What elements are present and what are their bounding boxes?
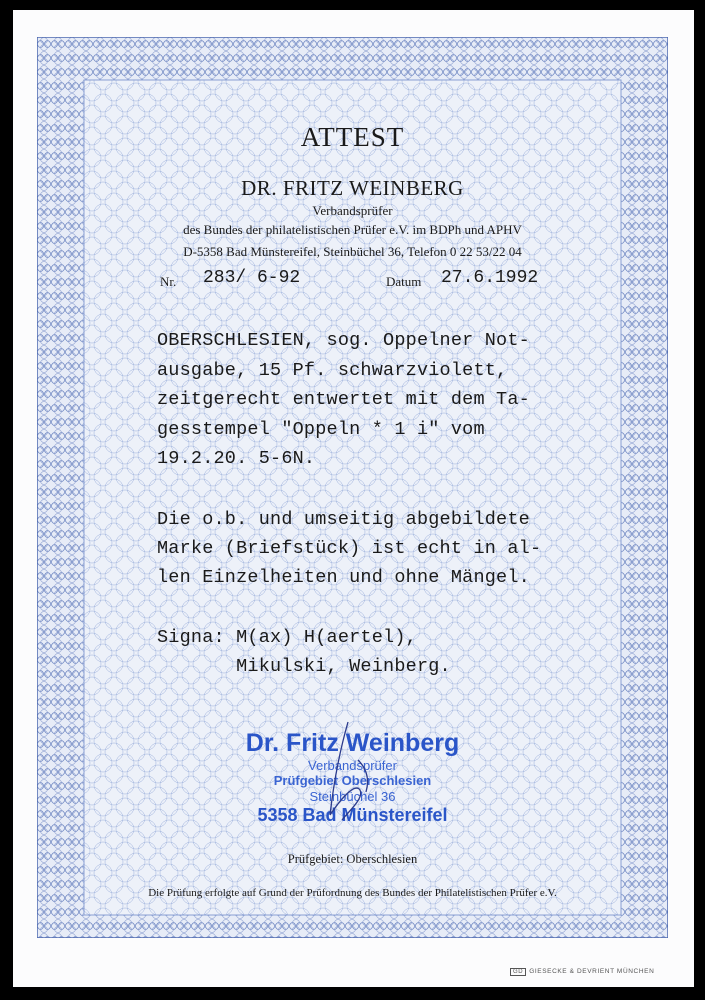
number-label: Nr. [160,274,177,289]
examiner-name: DR. FRITZ WEINBERG [241,176,464,200]
signa-line: Mikulski, Weinberg. [157,656,451,677]
number-value: 283/ 6-92 [203,268,301,288]
description-line: ausgabe, 15 Pf. schwarzviolett, [157,360,508,381]
footer-note: Die Prüfung erfolgte auf Grund der Prüfordnung des Bundes der Philatelistischen Prüfer e.V. [148,887,557,899]
verdict-line: Die o.b. und umseitig abgebildete [157,509,530,530]
stamp-name: Dr. Fritz Weinberg [245,729,460,757]
printer-imprint: GD GIESECKE & DEVRIENT MÜNCHEN [510,968,654,976]
stamp-street: Steinbüchel 36 [309,789,396,804]
stamp-role: Verbandsprüfer [308,758,397,773]
handwritten-signature [300,720,390,830]
verdict-line: len Einzelheiten und ohne Mängel. [157,567,530,588]
description-line: gesstempel "Oppeln * 1 i" vom [157,419,485,440]
printer-logo-icon: GD [510,968,526,976]
stamp-city: 5358 Bad Münstereifel [257,805,448,825]
signa-line: Signa: M(ax) H(aertel), [157,627,417,648]
description-line: 19.2.20. 5-6N. [157,448,316,469]
date-label: Datum [386,274,422,289]
test-area: Prüfgebiet: Oberschlesien [287,852,418,866]
date-value: 27.6.1992 [441,268,539,288]
verdict-line: Marke (Briefstück) ist echt in al- [157,538,542,559]
examiner-role: Verbandsprüfer [312,203,393,218]
description-line: zeitgerecht entwertet mit dem Ta- [157,389,530,410]
stamp-area: Prüfgebiet Oberschlesien [273,773,432,788]
description-line: OBERSCHLESIEN, sog. Oppelner Not- [157,330,530,351]
examiner-association: des Bundes der philatelistischen Prüfer e.V. im BDPh und APHV [183,222,522,237]
examiner-address: D-5358 Bad Münstereifel, Steinbüchel 36, Telefon 0 22 53/22 04 [183,244,522,259]
certificate-title: ATTEST [300,122,405,152]
